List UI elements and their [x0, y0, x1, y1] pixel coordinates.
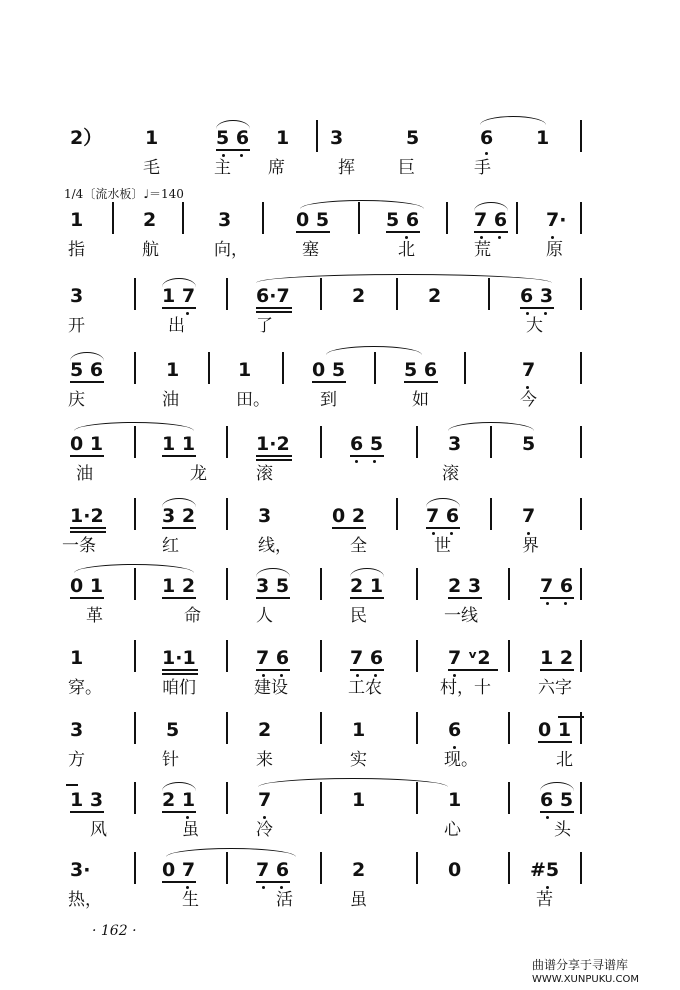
lyric: 线，	[258, 536, 292, 556]
lyric: 风	[90, 820, 107, 840]
note-group: 1	[70, 209, 84, 231]
barline	[112, 202, 114, 234]
barline	[134, 852, 136, 884]
barline	[580, 426, 582, 458]
note-group: 6 5	[350, 433, 384, 455]
tempo-marking: 1/4〔流水板〕♩＝140	[64, 187, 184, 201]
barline	[580, 202, 582, 234]
note-group: 3	[330, 127, 344, 149]
lyric: 革	[86, 606, 103, 626]
octave-dot	[186, 886, 189, 889]
note-group: 2）	[70, 127, 103, 149]
octave-dot	[527, 532, 530, 535]
beam-line	[520, 307, 554, 309]
beam-line	[296, 231, 330, 233]
barline	[320, 640, 322, 672]
beam-line	[256, 881, 290, 883]
lyric: 村，十	[440, 678, 491, 698]
barline	[134, 640, 136, 672]
score-system	[0, 200, 680, 280]
note-group: 3	[448, 433, 462, 455]
beam-line	[162, 307, 196, 309]
beam-line	[256, 311, 292, 313]
barline	[580, 782, 582, 814]
beam-line	[256, 455, 292, 457]
lyric: 席	[268, 158, 285, 178]
lyric: 原	[546, 240, 563, 260]
lyric: 一线	[444, 606, 478, 626]
octave-dot	[240, 154, 243, 157]
slur	[166, 848, 296, 857]
barline	[134, 782, 136, 814]
barline	[580, 852, 582, 884]
note-group: 2 1	[350, 575, 384, 597]
beam-line	[162, 673, 198, 675]
note-group: 3 2	[162, 505, 196, 527]
score-system	[0, 496, 680, 576]
note-group: 5	[406, 127, 420, 149]
slur	[448, 422, 534, 431]
octave-dot	[453, 674, 456, 677]
lyric: 人	[256, 606, 273, 626]
barline	[226, 712, 228, 744]
lyric: 穿。	[68, 678, 102, 698]
note-group: 6 5	[540, 789, 574, 811]
lyric: 建设	[254, 678, 288, 698]
barline	[320, 712, 322, 744]
beam-line	[66, 784, 78, 786]
lyric: 命	[184, 606, 201, 626]
note-group: 1	[238, 359, 252, 381]
note-group: 0 1	[70, 575, 104, 597]
note-group: 2	[352, 285, 366, 307]
note-group: 3	[218, 209, 232, 231]
beam-line	[404, 381, 438, 383]
note-group: 2	[258, 719, 272, 741]
barline	[134, 712, 136, 744]
lyric: 田。	[236, 390, 270, 410]
barline	[282, 352, 284, 384]
note-group: 1·2	[256, 433, 290, 455]
barline	[580, 120, 582, 152]
note-group: 1	[276, 127, 290, 149]
note-group: 7 6	[350, 647, 384, 669]
lyric: 咱们	[162, 678, 196, 698]
barline	[490, 498, 492, 530]
slur	[426, 498, 460, 507]
beam-line	[426, 527, 460, 529]
note-group: 3	[258, 505, 272, 527]
barline	[226, 640, 228, 672]
note-group: 7 6	[256, 859, 290, 881]
barline	[182, 202, 184, 234]
slur	[162, 278, 196, 287]
note-group: #5	[530, 859, 560, 881]
barline	[226, 568, 228, 600]
barline	[320, 426, 322, 458]
note-group: 1	[536, 127, 550, 149]
barline	[226, 498, 228, 530]
barline	[320, 568, 322, 600]
note-group: 6	[448, 719, 462, 741]
beam-line	[540, 597, 574, 599]
octave-dot	[480, 236, 483, 239]
note-group: 1	[70, 647, 84, 669]
barline	[320, 852, 322, 884]
beam-line	[350, 455, 384, 457]
lyric: 心	[444, 820, 461, 840]
slur	[474, 202, 508, 211]
page-number: · 162 ·	[92, 923, 137, 939]
octave-dot	[546, 886, 549, 889]
note-group: 6·7	[256, 285, 290, 307]
beam-line	[312, 381, 346, 383]
lyric: 现。	[444, 750, 478, 770]
note-group: 3·	[70, 859, 91, 881]
lyric: 出	[168, 316, 185, 336]
slur	[300, 200, 424, 209]
note-group: 0 2	[332, 505, 366, 527]
beam-line	[162, 597, 196, 599]
note-group: 0 5	[312, 359, 346, 381]
slur	[256, 274, 552, 283]
note-group: 3 5	[256, 575, 290, 597]
lyric: 航	[142, 240, 159, 260]
score-system	[0, 424, 680, 504]
barline	[580, 640, 582, 672]
beam-line	[474, 231, 508, 233]
note-group: 7·	[546, 209, 567, 231]
beam-line	[256, 307, 292, 309]
slur	[350, 568, 384, 577]
lyric: 毛	[143, 158, 160, 178]
note-group: 1	[448, 789, 462, 811]
score-system	[0, 566, 680, 646]
octave-dot	[280, 674, 283, 677]
lyric: 滚	[256, 464, 273, 484]
lyric: 今	[520, 390, 537, 410]
note-group: 0	[448, 859, 462, 881]
barline	[580, 278, 582, 310]
barline	[226, 782, 228, 814]
octave-dot	[526, 312, 529, 315]
barline	[262, 202, 264, 234]
note-group: 7	[522, 359, 536, 381]
lyric: 热，	[68, 890, 102, 910]
note-group: 1·1	[162, 647, 196, 669]
slur	[162, 498, 196, 507]
barline	[580, 352, 582, 384]
note-group: 7 ᵛ2	[448, 647, 491, 669]
octave-dot	[432, 532, 435, 535]
octave-dot	[526, 386, 529, 389]
lyric: 冷	[256, 820, 273, 840]
note-group: 1·2	[70, 505, 104, 527]
beam-line	[256, 669, 290, 671]
note-group: 0 1	[538, 719, 572, 741]
barline	[134, 352, 136, 384]
lyric: 生	[182, 890, 199, 910]
beam-line	[216, 149, 250, 151]
note-group: 6 3	[520, 285, 554, 307]
note-group: 2 1	[162, 789, 196, 811]
lyric: 主	[214, 158, 231, 178]
beam-line	[70, 531, 106, 533]
slur	[74, 564, 194, 573]
barline	[508, 782, 510, 814]
lyric: 滚	[442, 464, 459, 484]
octave-dot	[453, 746, 456, 749]
octave-dot	[262, 886, 265, 889]
note-group: 5 6	[386, 209, 420, 231]
slur	[70, 352, 104, 361]
note-group: 1 3	[70, 789, 104, 811]
lyric: 塞	[302, 240, 319, 260]
note-group: 1	[352, 789, 366, 811]
octave-dot	[485, 152, 488, 155]
lyric: 方	[68, 750, 85, 770]
lyric: 六字	[538, 678, 572, 698]
beam-line	[162, 455, 196, 457]
lyric: 手	[474, 158, 491, 178]
lyric: 界	[522, 536, 539, 556]
lyric: 民	[350, 606, 367, 626]
note-group: 5 6	[216, 127, 250, 149]
note-group: 5	[166, 719, 180, 741]
barline	[208, 352, 210, 384]
octave-dot	[564, 602, 567, 605]
beam-line	[162, 669, 198, 671]
score-system	[0, 780, 680, 860]
note-group: 2 3	[448, 575, 482, 597]
lyric: 实	[350, 750, 367, 770]
octave-dot	[546, 816, 549, 819]
beam-line	[70, 455, 104, 457]
note-group: 1	[145, 127, 159, 149]
slur	[74, 422, 194, 431]
lyric: 全	[350, 536, 367, 556]
lyric: 向，	[214, 240, 248, 260]
octave-dot	[405, 236, 408, 239]
lyric: 苦	[536, 890, 553, 910]
octave-dot	[186, 312, 189, 315]
barline	[464, 352, 466, 384]
barline	[580, 498, 582, 530]
octave-dot	[262, 674, 265, 677]
slur	[162, 782, 196, 791]
slur	[540, 782, 574, 791]
note-group: 5 6	[70, 359, 104, 381]
octave-dot	[551, 236, 554, 239]
note-group: 7	[258, 789, 272, 811]
beam-line	[332, 527, 366, 529]
note-group: 3	[70, 719, 84, 741]
note-group: 5	[522, 433, 536, 455]
slur	[216, 120, 250, 129]
slur	[256, 568, 290, 577]
octave-dot	[544, 312, 547, 315]
slur	[258, 778, 448, 787]
barline	[316, 120, 318, 152]
lyric: 如	[412, 390, 429, 410]
barline	[416, 640, 418, 672]
beam-line	[70, 811, 104, 813]
note-group: 7 6	[474, 209, 508, 231]
slur	[480, 116, 546, 125]
score-system	[0, 350, 680, 430]
beam-line	[540, 669, 574, 671]
note-group: 2	[352, 859, 366, 881]
note-group: 7 6	[426, 505, 460, 527]
barline	[134, 498, 136, 530]
lyric: 头	[554, 820, 571, 840]
note-group: 0 7	[162, 859, 196, 881]
beam-line	[538, 741, 572, 743]
octave-dot	[222, 154, 225, 157]
note-group: 1	[166, 359, 180, 381]
note-group: 0 1	[70, 433, 104, 455]
footer-url: WWW.XUNPUKU.COM	[532, 974, 639, 985]
lyric: 荒	[474, 240, 491, 260]
octave-dot	[280, 886, 283, 889]
beam-line	[70, 597, 104, 599]
footer-line: 曲谱分享于寻谱库	[532, 958, 629, 972]
beam-line	[386, 231, 420, 233]
note-group: 1 7	[162, 285, 196, 307]
lyric: 了	[256, 316, 273, 336]
lyric: 油	[76, 464, 93, 484]
score-system	[0, 638, 680, 718]
lyric: 北	[398, 240, 415, 260]
score-system	[0, 276, 680, 356]
score-system	[0, 850, 680, 930]
lyric: 大	[526, 316, 543, 336]
barline	[416, 568, 418, 600]
lyric: 北	[556, 750, 573, 770]
beam-line	[540, 811, 574, 813]
octave-dot	[355, 460, 358, 463]
note-group: 6	[480, 127, 494, 149]
barline	[508, 568, 510, 600]
barline	[508, 640, 510, 672]
lyric: 虽	[182, 820, 199, 840]
watermark-footer	[532, 956, 639, 985]
lyric: 油	[162, 390, 179, 410]
lyric: 一条	[62, 536, 96, 556]
lyric: 巨	[398, 158, 415, 178]
lyric: 庆	[68, 390, 85, 410]
beam-line	[70, 527, 106, 529]
note-group: 5 6	[404, 359, 438, 381]
beam-line	[256, 597, 290, 599]
barline	[446, 202, 448, 234]
beam-line	[70, 381, 104, 383]
note-group: 1	[352, 719, 366, 741]
barline	[508, 852, 510, 884]
note-group: 2	[143, 209, 157, 231]
note-group: 1 2	[540, 647, 574, 669]
lyric: 虽	[350, 890, 367, 910]
octave-dot	[450, 532, 453, 535]
beam-line	[350, 597, 384, 599]
barline	[226, 278, 228, 310]
octave-dot	[374, 674, 377, 677]
barline	[416, 712, 418, 744]
note-group: 3	[70, 285, 84, 307]
octave-dot	[373, 460, 376, 463]
lyric: 指	[68, 240, 85, 260]
beam-line	[448, 597, 482, 599]
octave-dot	[498, 236, 501, 239]
lyric: 针	[162, 750, 179, 770]
lyric: 龙	[190, 464, 207, 484]
lyric: 来	[256, 750, 273, 770]
lyric: 红	[162, 536, 179, 556]
barline	[416, 426, 418, 458]
barline	[134, 278, 136, 310]
lyric: 活	[276, 890, 293, 910]
barline	[396, 498, 398, 530]
note-group: 7	[522, 505, 536, 527]
lyric: 世	[434, 536, 451, 556]
beam-line	[162, 811, 196, 813]
lyric: 开	[68, 316, 85, 336]
barline	[416, 852, 418, 884]
note-group: 2	[428, 285, 442, 307]
beam-line	[350, 669, 384, 671]
barline	[580, 568, 582, 600]
barline	[508, 712, 510, 744]
barline	[374, 352, 376, 384]
note-group: 7 6	[540, 575, 574, 597]
note-group: 1 1	[162, 433, 196, 455]
lyric: 挥	[338, 158, 355, 178]
lyric: 到	[320, 390, 337, 410]
octave-dot	[356, 674, 359, 677]
octave-dot	[546, 602, 549, 605]
barline	[226, 426, 228, 458]
octave-dot	[186, 816, 189, 819]
note-group: 1 2	[162, 575, 196, 597]
beam-line	[162, 881, 196, 883]
beam-line	[256, 459, 292, 461]
note-group: 7 6	[256, 647, 290, 669]
octave-dot	[263, 816, 266, 819]
lyric: 工农	[348, 678, 382, 698]
beam-line	[162, 527, 196, 529]
note-group: 0 5	[296, 209, 330, 231]
barline	[516, 202, 518, 234]
beam-line	[558, 716, 584, 718]
beam-line	[448, 669, 498, 671]
